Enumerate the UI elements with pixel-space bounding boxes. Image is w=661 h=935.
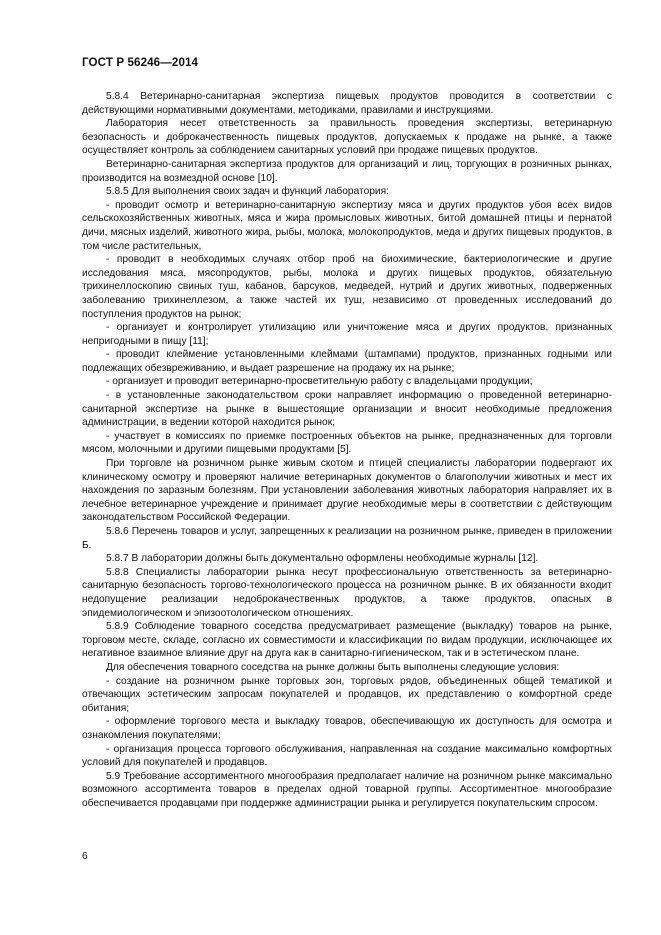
paragraph: 5.8.5 Для выполнения своих задач и функций лаборатория: <box>106 186 389 198</box>
paragraph: 5.8.9 Соблюдение товарного соседства предусматривает размещение (выкладку) товаров на рынке, торговом месте, складе, согласно их совместимости и классификации по видам продукции, исключающее их негативное взаимное влияние друг на друга как в санитарно-гигиеническом, так и в эстетическом плане. <box>82 621 612 660</box>
paragraph: 5.9 Требование ассортиментного многообразия предполагает наличие на розничном рынке максимально возможного ассортимента товаров в пределах одной товарной группы. Ассортиментное многообразие обеспечивается продавцами при поддержке администрации рынка и регулируется покупательским спросом. <box>82 770 612 809</box>
list-item: - проводит осмотр и ветеринарно-санитарную экспертизу мяса и других продуктов убоя всех видов сельскохозяйственных животных, мяса и жира промысловых животных, битой домашней птицы и пернатой дичи, мясных изделий, животного жира, рыбы, молока, молокопродуктов, меда и других пищевых продуктов, в том числе растительных, <box>82 199 612 252</box>
list-item: - оформление торгового места и выкладку товаров, обеспечивающую их доступность для осмотра и ознакомления покупателями; <box>82 716 612 741</box>
list-item: - в установленные законодательством сроки направляет информацию о проведенной ветеринарно-санитарной экспертизе на рынке в вышестоящие организации и вносит необходимые предложения администрации, в ведении которой находится рынок; <box>82 390 612 429</box>
paragraph: Лаборатория несет ответственность за правильность проведения экспертизы, ветеринарную безопасность и доброкачественность пищевых продуктов, допускаемых к продаже на рынке, а также осуществляет контроль за соблюдением санитарных условий при продаже пищевых продуктов. <box>82 118 612 157</box>
list-item: - проводит клеймение установленными клеймами (штампами) продуктов, признанных годными или подлежащих обезвреживанию, и выдает разрешение на продажу их на рынке; <box>82 349 612 374</box>
paragraph: Ветеринарно-санитарная экспертиза продуктов для организаций и лиц, торгующих в розничных рынках, производится на возмездной основе [10]. <box>82 158 612 184</box>
paragraph: 5.8.8 Специалисты лаборатории рынка несут профессиональную ответственность за ветеринарно-санитарную безопасность торгово-технологического процесса на розничном рынке. В их обязанности входит недопущение реализации недоброкачественных продуктов, а также продуктов, опасных в эпидемиологическом и эпизоотологическом отношениях. <box>82 566 612 619</box>
paragraph: 5.8.4 Ветеринарно-санитарная экспертиза пищевых продуктов проводится в соответствии с действующими нормативными документами, методиками, правилами и инструкциями. <box>82 91 612 116</box>
paragraph: 5.8.7 В лаборатории должны быть документально оформлены необходимые журналы [12]. <box>106 553 539 565</box>
list-item: - организует и проводит ветеринарно-просветительную работу с владельцами продукции; <box>106 376 533 388</box>
list-item: - создание на розничном рынке торговых зон, торговых рядов, объединенных общей тематикой и отвечающих эстетическим запросам покупателей и продавцов, их представлению о комфортной среде обитания; <box>82 675 612 714</box>
paragraph: 5.8.6 Перечень товаров и услуг, запрещенных к реализации на розничном рынке, приведен в приложении Б. <box>82 526 612 551</box>
paragraph: Для обеспечения товарного соседства на рынке должны быть выполнены следующие условия: <box>106 661 560 673</box>
list-item: - участвует в комиссиях по приемке построенных объектов на рынке, предназначенных для торговли мясом, молочными и другими пищевыми продуктами [5]. <box>82 430 612 456</box>
list-item: - проводит в необходимых случаях отбор проб на биохимические, бактериологические и другие исследования мяса, мясопродуктов, рыбы, молока и других пищевых продуктов, обязательную трихинеллоскопию свиных туш, кабанов, барсуков, медведей, нутрий и других животных, подверженных заболеванию трихинеллезом, а также частей их туш, независимо от проведенных исследований до поступления продуктов на рынок; <box>82 254 612 320</box>
list-item: - организация процесса торгового обслуживания, направленная на создание максимально комфортных условий для покупателей и продавцов. <box>82 743 612 769</box>
page-number: 6 <box>82 851 88 862</box>
paragraph: При торговле на розничном рынке живым скотом и птицей специалисты лаборатории подвергают их клиническому осмотру и проверяют наличие ветеринарных документов о благополучии животных и мест их нахождения по заразным болезням. При установлении заболевания животных лаборатория направляет их в лечебное ветеринарное учреждение и принимает другие необходимые меры в соответствии с действующим законодательством Российской Федерации. <box>82 458 612 524</box>
document-header: ГОСТ Р 56246—2014 <box>82 56 199 69</box>
list-item: - организует и контролирует утилизацию или уничтожение мяса и других продуктов, признанных непригодными в пищу [11]; <box>82 322 612 347</box>
document-body <box>82 90 612 810</box>
